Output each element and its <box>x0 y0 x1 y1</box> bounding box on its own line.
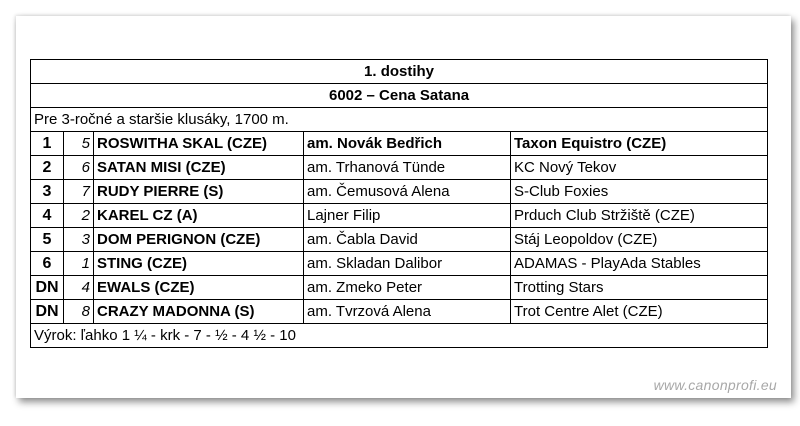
driver-cell: am. Tvrzová Alena <box>304 300 511 324</box>
number-cell: 1 <box>64 252 94 276</box>
driver-cell: Lajner Filip <box>304 204 511 228</box>
table-row <box>31 300 768 324</box>
horse-cell: EWALS (CZE) <box>94 276 304 300</box>
number-cell: 7 <box>64 180 94 204</box>
verdict-row <box>31 324 768 348</box>
driver-cell: am. Novák Bedřich <box>304 132 511 156</box>
driver-cell: am. Čabla David <box>304 228 511 252</box>
race-name: 6002 – Cena Satana <box>31 84 768 108</box>
place-cell: DN <box>31 276 64 300</box>
table-row <box>31 132 768 156</box>
owner-cell: Trotting Stars <box>511 276 768 300</box>
number-cell: 8 <box>64 300 94 324</box>
number-cell: 2 <box>64 204 94 228</box>
owner-cell: Prduch Club Stržiště (CZE) <box>511 204 768 228</box>
race-heading: 1. dostihy <box>31 60 768 84</box>
place-cell: 5 <box>31 228 64 252</box>
horse-cell: RUDY PIERRE (S) <box>94 180 304 204</box>
table-row <box>31 228 768 252</box>
results-table <box>30 59 768 348</box>
number-cell: 4 <box>64 276 94 300</box>
driver-cell: am. Skladan Dalibor <box>304 252 511 276</box>
horse-cell: DOM PERIGNON (CZE) <box>94 228 304 252</box>
race-name-row <box>31 84 768 108</box>
watermark: www.canonprofi.eu <box>653 377 777 393</box>
driver-cell: am. Zmeko Peter <box>304 276 511 300</box>
table-row <box>31 276 768 300</box>
race-conditions: Pre 3-ročné a staršie klusáky, 1700 m. <box>31 108 768 132</box>
place-cell: DN <box>31 300 64 324</box>
table-row <box>31 252 768 276</box>
place-cell: 1 <box>31 132 64 156</box>
number-cell: 3 <box>64 228 94 252</box>
heading-row <box>31 60 768 84</box>
driver-cell: am. Trhanová Tünde <box>304 156 511 180</box>
owner-cell: Stáj Leopoldov (CZE) <box>511 228 768 252</box>
owner-cell: Taxon Equistro (CZE) <box>511 132 768 156</box>
table-row <box>31 204 768 228</box>
place-cell: 2 <box>31 156 64 180</box>
driver-cell: am. Čemusová Alena <box>304 180 511 204</box>
conditions-row <box>31 108 768 132</box>
verdict: Výrok: ľahko 1 ¼ - krk - 7 - ½ - 4 ½ - 10 <box>31 324 768 348</box>
owner-cell: ADAMAS - PlayAda Stables <box>511 252 768 276</box>
number-cell: 5 <box>64 132 94 156</box>
owner-cell: KC Nový Tekov <box>511 156 768 180</box>
place-cell: 6 <box>31 252 64 276</box>
number-cell: 6 <box>64 156 94 180</box>
horse-cell: KAREL CZ (A) <box>94 204 304 228</box>
table-row <box>31 156 768 180</box>
horse-cell: CRAZY MADONNA (S) <box>94 300 304 324</box>
owner-cell: Trot Centre Alet (CZE) <box>511 300 768 324</box>
horse-cell: STING (CZE) <box>94 252 304 276</box>
table-row <box>31 180 768 204</box>
owner-cell: S-Club Foxies <box>511 180 768 204</box>
horse-cell: ROSWITHA SKAL (CZE) <box>94 132 304 156</box>
results-sheet <box>16 16 791 398</box>
place-cell: 3 <box>31 180 64 204</box>
place-cell: 4 <box>31 204 64 228</box>
horse-cell: SATAN MISI (CZE) <box>94 156 304 180</box>
